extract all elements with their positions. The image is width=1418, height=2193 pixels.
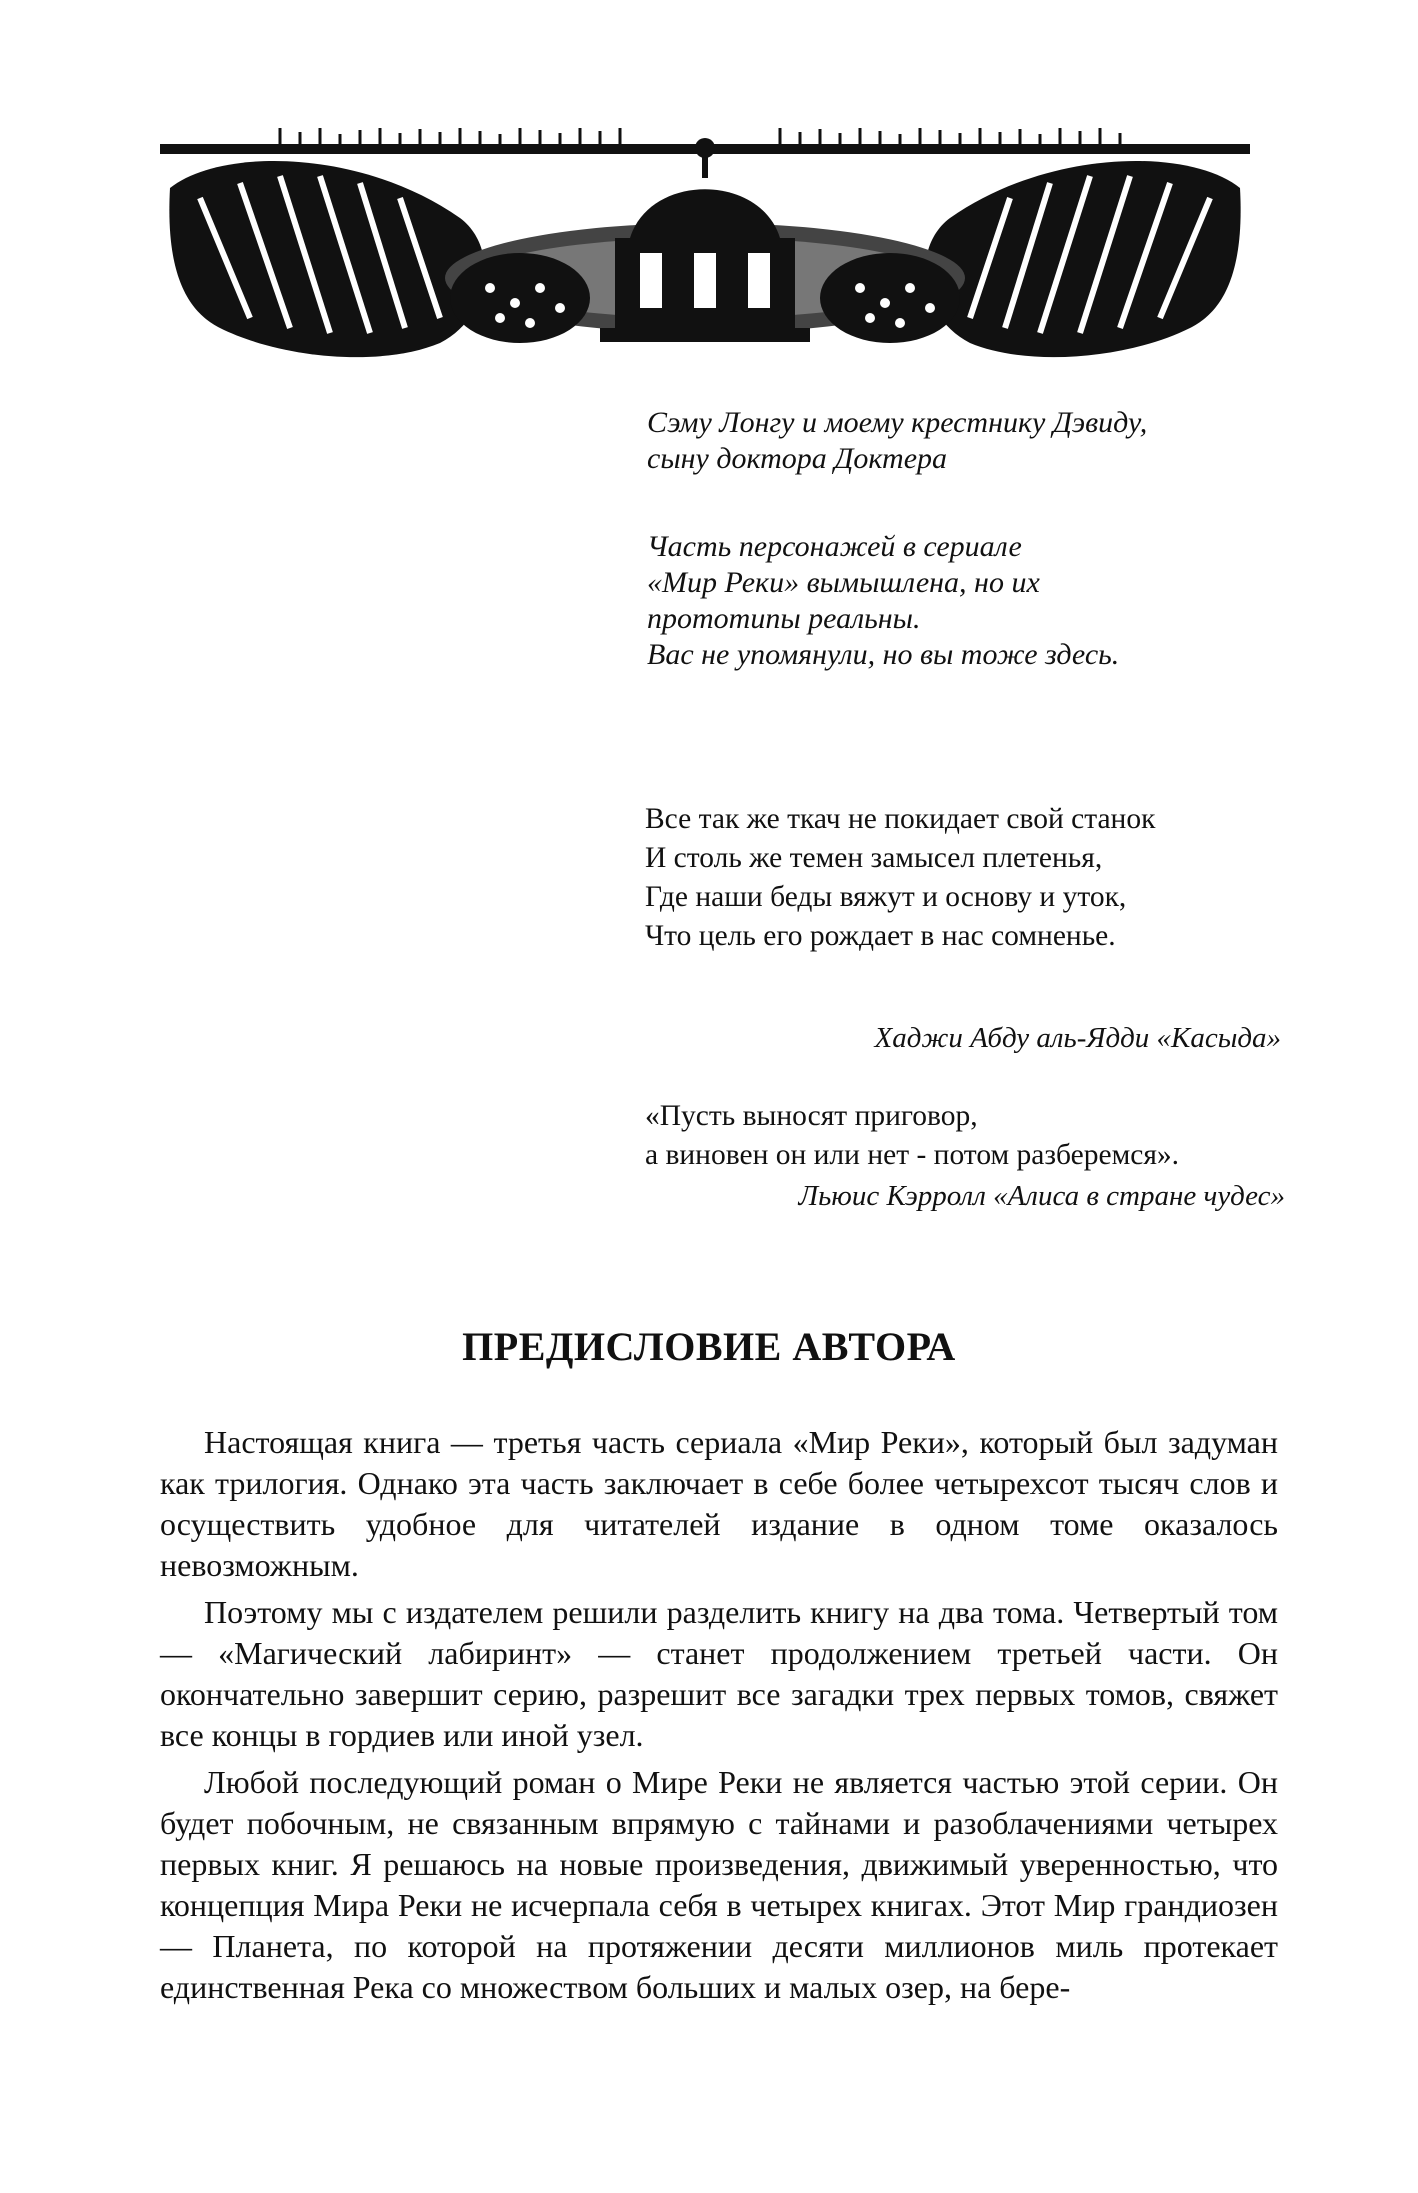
epigraph-line: Где наши беды вяжут и основу и уток, bbox=[645, 881, 1127, 913]
section-title: ПРЕДИСЛОВИЕ АВТОРА bbox=[462, 1324, 956, 1369]
dedication bbox=[647, 405, 1287, 673]
epigraph-poem bbox=[645, 800, 1295, 956]
epigraph-line: а виновен он или нет - потом разберемся». bbox=[645, 1139, 1180, 1171]
epigraph-line: «Пусть выносят приговор, bbox=[645, 1100, 978, 1132]
paragraph: Настоящая книга — третья часть сериала «Мир Реки», который был задуман как трилогия. Однако эта часть заключает в себе более четырехсот тысяч слов и осуществить удобное для читателей издание в одном томе оказалось невозможным. bbox=[160, 1424, 1278, 1583]
epigraph-line: Все так же ткач не покидает свой станок bbox=[645, 803, 1156, 835]
epigraph-attribution: Хаджи Абду аль-Ядди «Касыда» bbox=[874, 1022, 1281, 1054]
dedication-note-line: Вас не упомянули, но вы тоже здесь. bbox=[647, 638, 1120, 671]
epigraph-line: И столь же темен замысел плетенья, bbox=[645, 842, 1103, 874]
decorative-headpiece bbox=[160, 128, 1250, 373]
dedication-line: сыну доктора Доктера bbox=[647, 442, 948, 475]
paragraph: Поэтому мы с издателем решили разделить книгу на два тома. Четвертый том — «Магический лабиринт» — станет продолжением третьей части. Он окончательно завершит серию, разрешит все загадки трех первых томов, свяжет все концы в гордиев или иной узел. bbox=[160, 1594, 1278, 1753]
dedication-note-line: прототипы реальны. bbox=[647, 602, 921, 635]
paragraph: Любой последующий роман о Мире Реки не является частью этой серии. Он будет побочным, не связанным впрямую с тайнами и разоблачениями четырех первых книг. Я решаюсь на новые произведения, движимый уверенностью, что концепция Мира Реки не исчерпала себя в четырех книгах. Этот Мир грандиозен — Планета, по которой на протяжении десяти миллионов миль протекает единственная Река со множеством больших и малых озер, на бере- bbox=[160, 1764, 1278, 2005]
dedication-line: Сэму Лонгу и моему крестнику Дэвиду, bbox=[647, 406, 1148, 439]
dedication-note-line: Часть персонажей в сериале bbox=[647, 530, 1022, 563]
epigraph-attribution: Льюис Кэрролл «Алиса в стране чудес» bbox=[798, 1180, 1285, 1212]
dedication-note-line: «Мир Реки» вымышлена, но их bbox=[647, 566, 1040, 599]
epigraph-line: Что цель его рождает в нас сомненье. bbox=[645, 920, 1116, 952]
epigraph-quote bbox=[645, 1097, 1295, 1175]
preface-body bbox=[160, 1422, 1278, 2014]
